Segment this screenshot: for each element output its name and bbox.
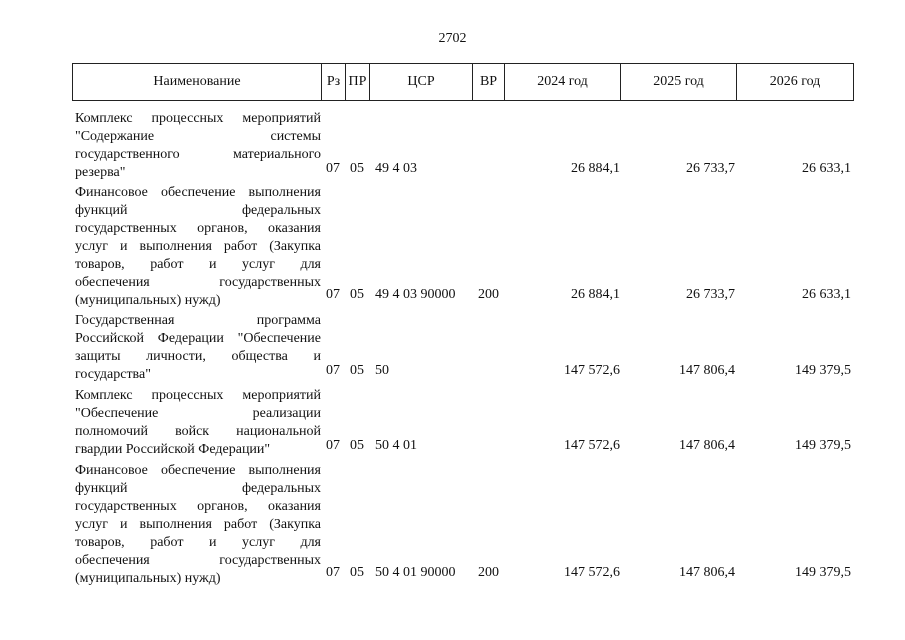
name-line: гвардии Российской Федерации": [75, 442, 271, 457]
name-line: обеспечения государственных: [75, 275, 321, 290]
name-line: Финансовое обеспечение выполнения: [75, 463, 321, 478]
name-line: государственного материального: [75, 147, 321, 162]
cell-rz: 07: [326, 565, 340, 580]
name-line: услуг и выполнения работ (Закупка: [75, 239, 321, 254]
header-rz: Рз: [322, 64, 346, 101]
header-pr: ПР: [346, 64, 370, 101]
name-line: услуг и выполнения работ (Закупка: [75, 517, 321, 532]
cell-pr: 05: [350, 363, 364, 378]
row-name: [75, 462, 321, 588]
name-line: "Содержание системы: [75, 129, 321, 144]
table-row: [0, 184, 905, 308]
table-row: [0, 462, 905, 586]
name-line: резерва": [75, 165, 126, 180]
row-name: [75, 184, 321, 310]
cell-2026: 26 633,1: [802, 161, 851, 176]
cell-vr: 200: [478, 565, 499, 580]
name-line: государства": [75, 367, 151, 382]
cell-2024: 26 884,1: [571, 161, 620, 176]
cell-2025: 147 806,4: [679, 565, 735, 580]
header-2024: 2024 год: [505, 64, 621, 101]
cell-rz: 07: [326, 438, 340, 453]
cell-2024: 147 572,6: [564, 565, 620, 580]
name-line: функций федеральных: [75, 481, 321, 496]
name-line: обеспечения государственных: [75, 553, 321, 568]
table-row: [0, 387, 905, 455]
cell-2025: 147 806,4: [679, 438, 735, 453]
header-csr: ЦСР: [370, 64, 473, 101]
cell-2026: 149 379,5: [795, 363, 851, 378]
name-line: Финансовое обеспечение выполнения: [75, 185, 321, 200]
cell-pr: 05: [350, 438, 364, 453]
cell-csr: 49 4 03: [375, 161, 417, 176]
cell-pr: 05: [350, 161, 364, 176]
name-line: (муниципальных) нужд): [75, 571, 221, 586]
cell-pr: 05: [350, 287, 364, 302]
header-2025: 2025 год: [621, 64, 737, 101]
header-2026: 2026 год: [737, 64, 854, 101]
cell-rz: 07: [326, 363, 340, 378]
cell-vr: 200: [478, 287, 499, 302]
cell-csr: 49 4 03 90000: [375, 287, 456, 302]
name-line: Российской Федерации "Обеспечение: [75, 331, 321, 346]
name-line: товаров, работ и услуг для: [75, 257, 321, 272]
cell-pr: 05: [350, 565, 364, 580]
cell-rz: 07: [326, 161, 340, 176]
row-name: [75, 387, 321, 459]
cell-2025: 26 733,7: [686, 287, 735, 302]
table-row: [0, 312, 905, 380]
header-name: Наименование: [73, 64, 322, 101]
row-name: [75, 312, 321, 384]
cell-2024: 26 884,1: [571, 287, 620, 302]
name-line: Комплекс процессных мероприятий: [75, 111, 321, 126]
name-line: защиты личности, общества и: [75, 349, 321, 364]
row-name: [75, 110, 321, 182]
name-line: полномочий войск национальной: [75, 424, 321, 439]
cell-csr: 50 4 01: [375, 438, 417, 453]
cell-2026: 26 633,1: [802, 287, 851, 302]
cell-2025: 147 806,4: [679, 363, 735, 378]
header-vr: ВР: [473, 64, 505, 101]
cell-2024: 147 572,6: [564, 438, 620, 453]
table-header: [72, 63, 854, 101]
name-line: (муниципальных) нужд): [75, 293, 221, 308]
page-number: 2702: [438, 31, 467, 46]
cell-2025: 26 733,7: [686, 161, 735, 176]
cell-2024: 147 572,6: [564, 363, 620, 378]
name-line: функций федеральных: [75, 203, 321, 218]
cell-2026: 149 379,5: [795, 438, 851, 453]
cell-csr: 50 4 01 90000: [375, 565, 456, 580]
name-line: государственных органов, оказания: [75, 499, 321, 514]
name-line: "Обеспечение реализации: [75, 406, 321, 421]
name-line: Комплекс процессных мероприятий: [75, 388, 321, 403]
name-line: государственных органов, оказания: [75, 221, 321, 236]
table-row: [0, 110, 905, 178]
name-line: Государственная программа: [75, 313, 321, 328]
cell-csr: 50: [375, 363, 389, 378]
cell-2026: 149 379,5: [795, 565, 851, 580]
cell-rz: 07: [326, 287, 340, 302]
name-line: товаров, работ и услуг для: [75, 535, 321, 550]
